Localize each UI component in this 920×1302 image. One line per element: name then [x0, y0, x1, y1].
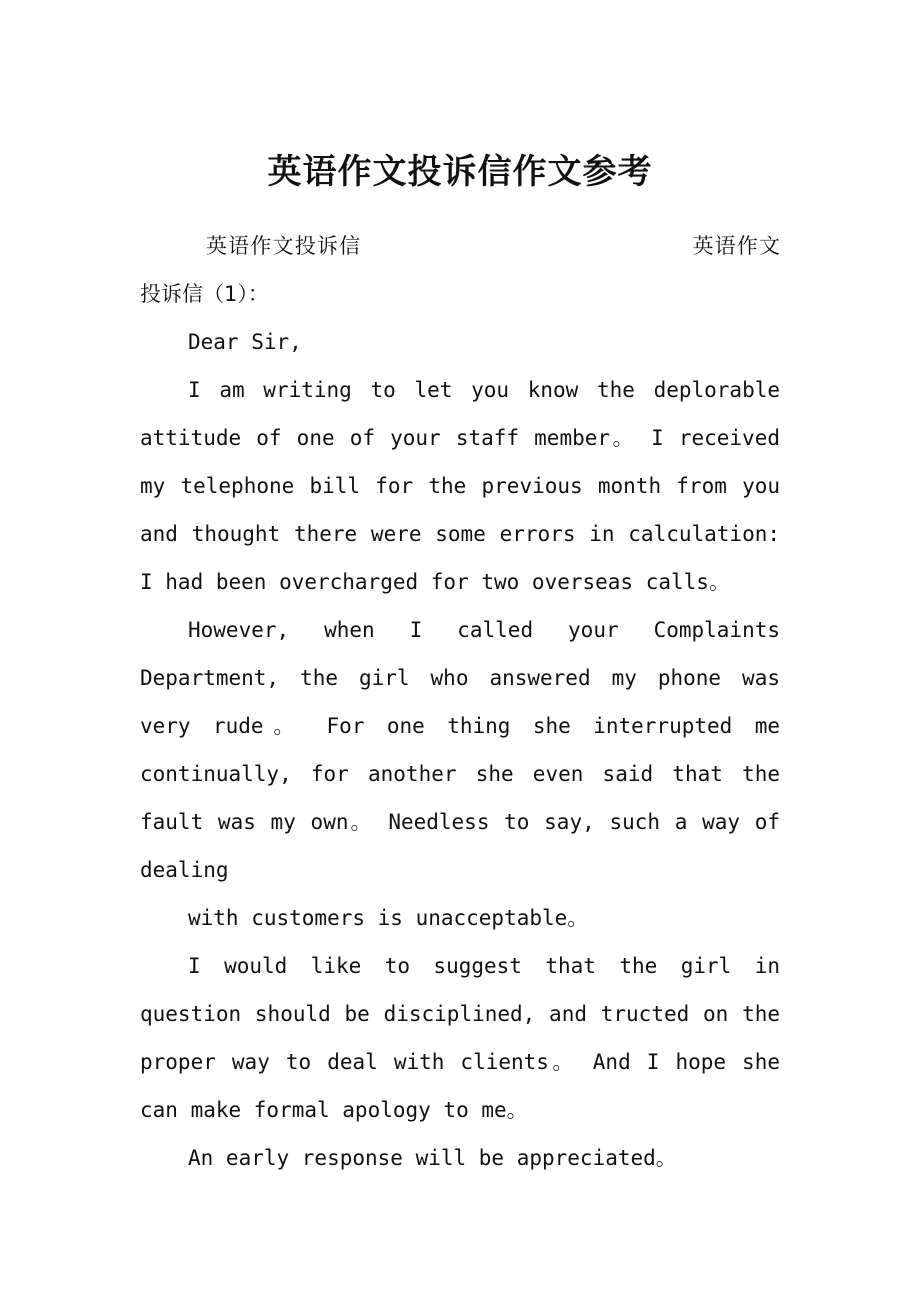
paragraph-1: I am writing to let you know the deplorable attitude of one of your staff member。 I received my telephone bill for the previous month from you and thought there were some errors in calculation: I had been overcharged for two overseas calls。 [140, 378, 780, 594]
paragraph-4: An early response will be appreciated。 [188, 1146, 677, 1170]
subheading-part1: 英语作文投诉信 [206, 234, 362, 258]
paragraph-3: I would like to suggest that the girl in question should be disciplined, and tructed on the proper way to deal with clients。 And I hope she can make formal apology to me。 [140, 954, 780, 1122]
greeting: Dear Sir, [188, 330, 302, 354]
document-body [140, 222, 780, 1182]
paragraph-2-continuation: with customers is unacceptable。 [188, 906, 589, 930]
subheading-part2: 英语作文投诉信（1）： [140, 234, 781, 306]
paragraph-2: However, when I called your Complaints Department, the girl who answered my phone was very rude。 For one thing she interrupted me continually, for another she even said that the fault was my own。 Needless to say, such a way of dealing [140, 618, 780, 882]
document-title: 英语作文投诉信作文参考 [267, 152, 653, 192]
subheading [140, 222, 780, 318]
